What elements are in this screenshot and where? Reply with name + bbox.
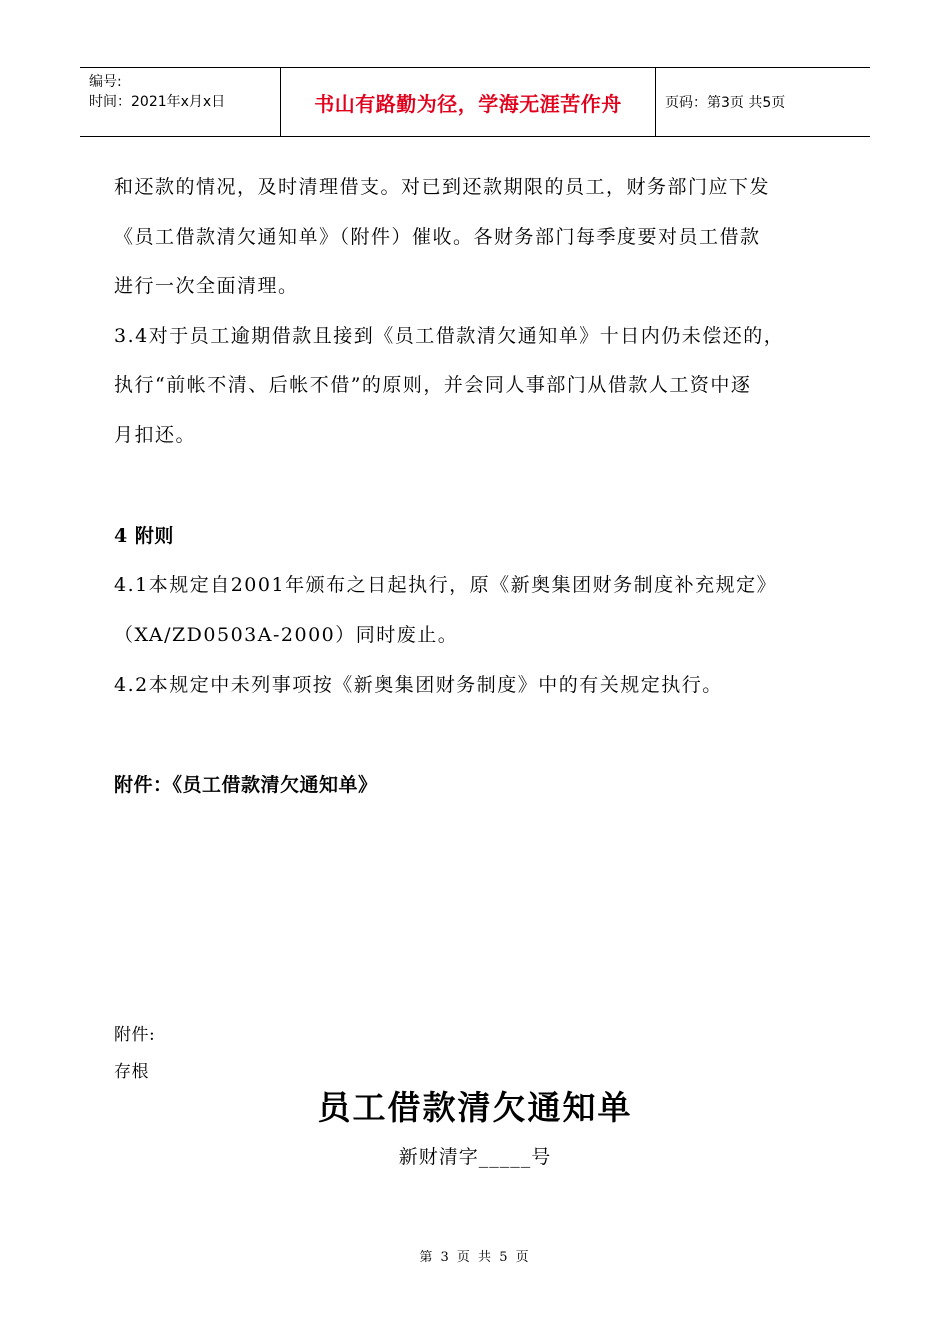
header-info-cell <box>80 68 281 136</box>
page-header <box>80 67 870 137</box>
attachment-label: 附件: <box>114 1025 156 1045</box>
paragraph-line: 《员工借款清欠通知单》（附件）催收。各财务部门每季度要对员工借款 <box>114 226 761 248</box>
paragraph-line: 执行“前帐不清、后帐不借”的原则，并会同人事部门从借款人工资中逐 <box>114 374 752 396</box>
page-footer: 第 3 页 共 5 页 <box>419 1250 531 1265</box>
paragraph-line: 4.1本规定自2001年颁布之日起执行，原《新奥集团财务制度补充规定》 <box>114 574 778 596</box>
header-page-info: 页码：第3页 共5页 <box>665 95 786 111</box>
paragraph-line: 和还款的情况，及时清理借支。对已到还款期限的员工，财务部门应下发 <box>114 176 771 198</box>
section-heading: 4 附则 <box>114 525 174 547</box>
header-slogan: 书山有路勤为径，学海无涯苦作舟 <box>281 68 656 136</box>
paragraph-line: 进行一次全面清理。 <box>114 275 299 297</box>
form-title: 员工借款清欠通知单 <box>317 1088 633 1127</box>
attachment-heading: 附件：《员工借款清欠通知单》 <box>114 774 378 796</box>
paragraph-line: 3.4对于员工逾期借款且接到《员工借款清欠通知单》十日内仍未偿还的， <box>114 325 785 347</box>
document-number-label: 编号: <box>89 74 122 90</box>
form-number: 新财清字_____号 <box>398 1146 552 1168</box>
paragraph-line: 月扣还。 <box>114 424 197 446</box>
stub-label: 存根 <box>114 1062 149 1082</box>
paragraph-line: 4.2本规定中未列事项按《新奥集团财务制度》中的有关规定执行。 <box>114 674 723 696</box>
paragraph-line: （XA/ZD0503A-2000）同时废止。 <box>114 624 459 646</box>
document-time: 时间：2021年x月x日 <box>89 94 226 110</box>
